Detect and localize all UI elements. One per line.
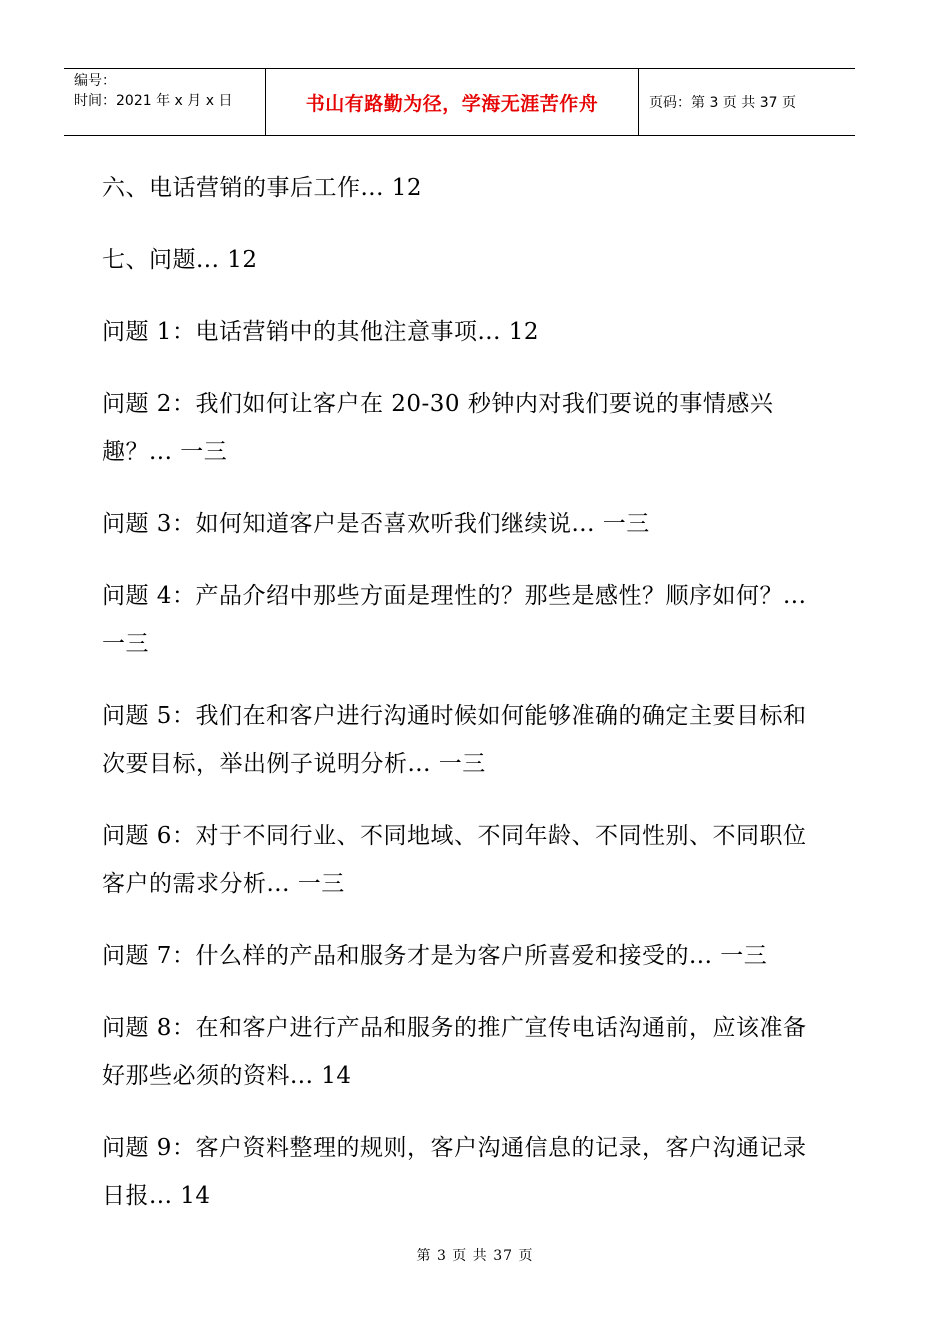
- toc-entry[interactable]: 问题 5：我们在和客户进行沟通时候如何能够准确的确定主要目标和次要目标，举出例子说明分析... 一三: [102, 703, 807, 777]
- page-header: [64, 68, 855, 136]
- table-of-contents: [102, 164, 818, 1244]
- toc-entry[interactable]: 问题 7：什么样的产品和服务才是为客户所喜爱和接受的... 一三: [102, 943, 768, 969]
- toc-entry[interactable]: 问题 3：如何知道客户是否喜欢听我们继续说... 一三: [102, 511, 650, 537]
- toc-entry[interactable]: 问题 6：对于不同行业、不同地域、不同年龄、不同性别、不同职位客户的需求分析... 一三: [102, 823, 807, 897]
- toc-entry[interactable]: 问题 1：电话营销中的其他注意事项... 12: [102, 319, 539, 345]
- toc-entry[interactable]: 六、电话营销的事后工作... 12: [102, 175, 423, 201]
- header-page-info: 页码：第 3 页 共 37 页: [649, 95, 796, 111]
- serial-number-label: 编号：: [74, 73, 116, 89]
- header-meta-cell: [64, 69, 266, 135]
- toc-entry[interactable]: 问题 2：我们如何让客户在 20-30 秒钟内对我们要说的事情感兴趣？... 一三: [102, 391, 774, 465]
- toc-entry[interactable]: 七、问题... 12: [102, 247, 258, 273]
- toc-entry[interactable]: 问题 4：产品介绍中那些方面是理性的？那些是感性？顺序如何？... 一三: [102, 583, 807, 657]
- time-label: 时间：2021 年 x 月 x 日: [74, 93, 233, 109]
- header-motto: 书山有路勤为径，学海无涯苦作舟: [305, 92, 599, 115]
- header-page-cell: [639, 69, 853, 135]
- header-motto-cell: [266, 69, 639, 135]
- toc-entry[interactable]: 问题 9：客户资料整理的规则，客户沟通信息的记录，客户沟通记录日报... 14: [102, 1135, 807, 1209]
- toc-entry[interactable]: 问题 8：在和客户进行产品和服务的推广宣传电话沟通前，应该准备好那些必须的资料... 14: [102, 1015, 807, 1089]
- page-footer: 第 3 页 共 37 页: [416, 1248, 534, 1264]
